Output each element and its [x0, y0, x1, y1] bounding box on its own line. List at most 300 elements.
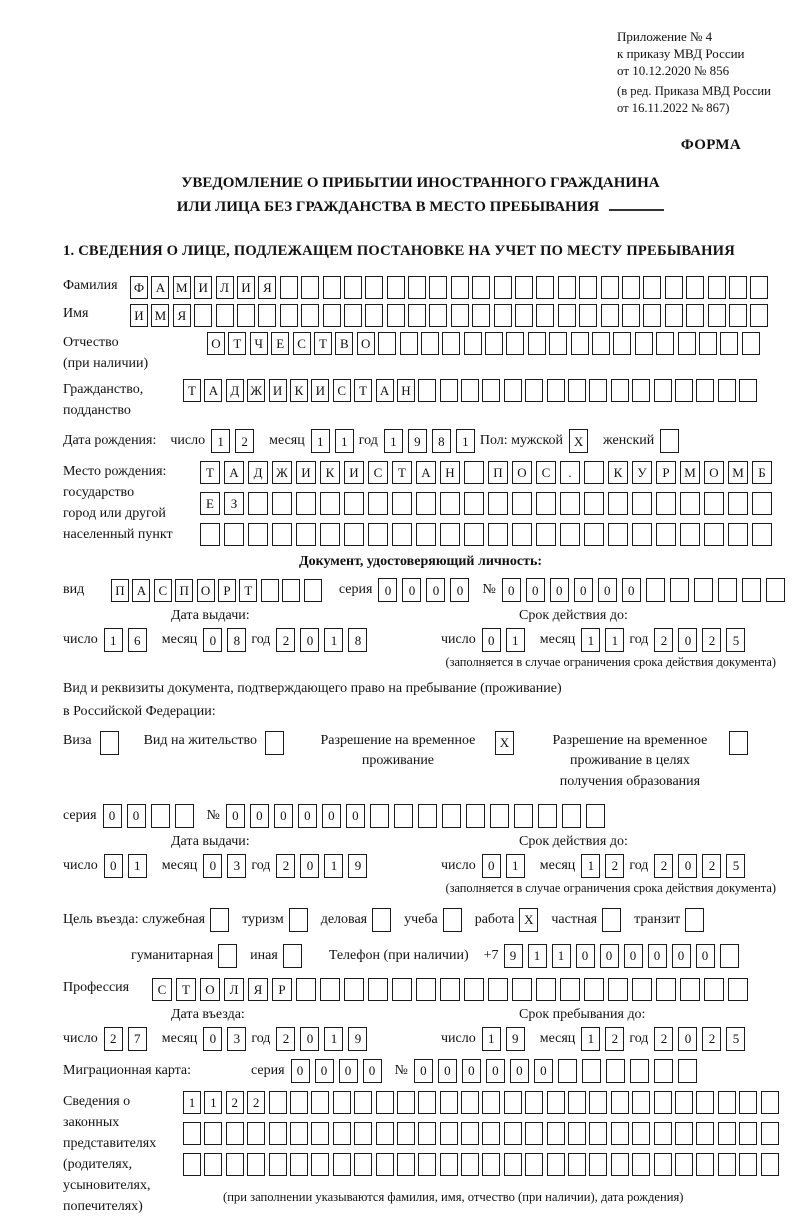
char-cell[interactable] [183, 1153, 201, 1176]
char-cell[interactable]: 0 [534, 1059, 553, 1083]
char-cell[interactable] [464, 523, 484, 546]
char-cell[interactable] [226, 1122, 244, 1145]
char-cell[interactable] [584, 523, 604, 546]
char-cell[interactable]: А [376, 379, 394, 402]
char-cell[interactable]: 0 [450, 578, 469, 602]
char-cell[interactable] [416, 523, 436, 546]
char-cell[interactable]: И [130, 304, 148, 327]
char-cell[interactable]: 1 [581, 854, 600, 878]
char-cell[interactable] [494, 276, 512, 299]
char-cell[interactable] [720, 332, 738, 355]
char-cell[interactable] [344, 523, 364, 546]
char-cell[interactable] [675, 1153, 693, 1176]
char-cell[interactable] [718, 379, 736, 402]
char-cell[interactable] [237, 304, 255, 327]
char-cell[interactable] [613, 332, 631, 355]
char-cell[interactable] [632, 978, 652, 1001]
char-cell[interactable] [761, 1122, 779, 1145]
char-cell[interactable]: 1 [482, 1027, 501, 1051]
char-cell[interactable] [718, 1122, 736, 1145]
char-cell[interactable]: Ч [250, 332, 268, 355]
char-cell[interactable]: О [200, 978, 220, 1001]
char-cell[interactable] [333, 1091, 351, 1114]
char-cell[interactable]: С [333, 379, 351, 402]
char-cell[interactable] [392, 978, 412, 1001]
char-cell[interactable]: Д [226, 379, 244, 402]
char-cell[interactable] [100, 731, 119, 755]
char-cell[interactable]: 7 [128, 1027, 147, 1051]
char-cell[interactable]: Т [176, 978, 196, 1001]
char-cell[interactable]: О [207, 332, 225, 355]
char-cell[interactable] [536, 523, 556, 546]
char-cell[interactable]: 0 [315, 1059, 334, 1083]
char-cell[interactable]: 0 [300, 628, 319, 652]
char-cell[interactable] [608, 492, 628, 515]
char-cell[interactable]: У [632, 461, 652, 484]
char-cell[interactable] [602, 908, 621, 932]
char-cell[interactable] [258, 304, 276, 327]
char-cell[interactable]: 1 [183, 1091, 201, 1114]
char-cell[interactable] [265, 731, 284, 755]
char-cell[interactable] [622, 276, 640, 299]
char-cell[interactable]: П [488, 461, 508, 484]
char-cell[interactable]: 1 [211, 429, 230, 453]
char-cell[interactable] [320, 523, 340, 546]
char-cell[interactable]: 3 [227, 1027, 246, 1051]
char-cell[interactable] [248, 523, 268, 546]
char-cell[interactable] [536, 978, 556, 1001]
char-cell[interactable] [304, 579, 322, 602]
char-cell[interactable]: X [569, 429, 588, 453]
char-cell[interactable] [418, 1091, 436, 1114]
char-cell[interactable] [218, 944, 237, 968]
char-cell[interactable] [742, 578, 761, 602]
char-cell[interactable] [728, 523, 748, 546]
char-cell[interactable]: О [197, 579, 215, 602]
char-cell[interactable]: 0 [482, 854, 501, 878]
char-cell[interactable] [472, 304, 490, 327]
char-cell[interactable] [635, 332, 653, 355]
char-cell[interactable] [696, 1153, 714, 1176]
char-cell[interactable] [397, 1091, 415, 1114]
char-cell[interactable]: Р [656, 461, 676, 484]
char-cell[interactable]: 0 [203, 628, 222, 652]
char-cell[interactable] [464, 332, 482, 355]
char-cell[interactable] [536, 304, 554, 327]
char-cell[interactable]: Е [200, 492, 220, 515]
char-cell[interactable]: 8 [432, 429, 451, 453]
char-cell[interactable]: 0 [203, 854, 222, 878]
char-cell[interactable]: 0 [363, 1059, 382, 1083]
char-cell[interactable] [247, 1153, 265, 1176]
char-cell[interactable] [280, 304, 298, 327]
char-cell[interactable] [512, 978, 532, 1001]
char-cell[interactable] [558, 304, 576, 327]
char-cell[interactable] [660, 429, 679, 453]
char-cell[interactable]: 2 [654, 854, 673, 878]
char-cell[interactable]: 6 [128, 628, 147, 652]
char-cell[interactable] [571, 332, 589, 355]
char-cell[interactable] [226, 1153, 244, 1176]
char-cell[interactable] [704, 523, 724, 546]
char-cell[interactable] [311, 1122, 329, 1145]
char-cell[interactable] [368, 978, 388, 1001]
char-cell[interactable]: 0 [300, 854, 319, 878]
char-cell[interactable]: И [194, 276, 212, 299]
char-cell[interactable]: 0 [482, 628, 501, 652]
char-cell[interactable] [568, 1153, 586, 1176]
char-cell[interactable] [488, 978, 508, 1001]
char-cell[interactable] [440, 492, 460, 515]
char-cell[interactable]: М [728, 461, 748, 484]
char-cell[interactable]: 1 [581, 1027, 600, 1051]
char-cell[interactable]: И [311, 379, 329, 402]
char-cell[interactable] [611, 1091, 629, 1114]
char-cell[interactable] [512, 523, 532, 546]
char-cell[interactable] [387, 276, 405, 299]
char-cell[interactable]: С [368, 461, 388, 484]
char-cell[interactable]: 0 [598, 578, 617, 602]
char-cell[interactable]: 1 [581, 628, 600, 652]
char-cell[interactable] [372, 908, 391, 932]
char-cell[interactable] [464, 461, 484, 484]
char-cell[interactable] [440, 978, 460, 1001]
char-cell[interactable]: 1 [311, 429, 330, 453]
char-cell[interactable] [261, 579, 279, 602]
char-cell[interactable] [694, 578, 713, 602]
char-cell[interactable] [416, 492, 436, 515]
char-cell[interactable] [675, 379, 693, 402]
char-cell[interactable]: 0 [226, 804, 245, 828]
char-cell[interactable] [461, 1153, 479, 1176]
char-cell[interactable] [490, 804, 509, 828]
char-cell[interactable] [354, 1091, 372, 1114]
char-cell[interactable] [429, 304, 447, 327]
char-cell[interactable]: В [335, 332, 353, 355]
char-cell[interactable]: Я [248, 978, 268, 1001]
char-cell[interactable] [482, 1122, 500, 1145]
char-cell[interactable] [247, 1122, 265, 1145]
char-cell[interactable] [494, 304, 512, 327]
char-cell[interactable]: 0 [414, 1059, 433, 1083]
char-cell[interactable]: А [416, 461, 436, 484]
char-cell[interactable] [592, 332, 610, 355]
char-cell[interactable] [515, 304, 533, 327]
char-cell[interactable]: И [344, 461, 364, 484]
char-cell[interactable]: 1 [324, 1027, 343, 1051]
char-cell[interactable]: 2 [702, 854, 721, 878]
char-cell[interactable] [368, 523, 388, 546]
char-cell[interactable] [536, 276, 554, 299]
char-cell[interactable]: 0 [250, 804, 269, 828]
char-cell[interactable] [461, 379, 479, 402]
char-cell[interactable] [632, 379, 650, 402]
char-cell[interactable]: 1 [605, 628, 624, 652]
char-cell[interactable]: 2 [104, 1027, 123, 1051]
char-cell[interactable] [344, 492, 364, 515]
char-cell[interactable] [354, 1153, 372, 1176]
char-cell[interactable] [589, 1122, 607, 1145]
char-cell[interactable]: 2 [235, 429, 254, 453]
char-cell[interactable] [482, 1153, 500, 1176]
char-cell[interactable] [290, 1091, 308, 1114]
char-cell[interactable]: Ж [272, 461, 292, 484]
char-cell[interactable]: 1 [324, 628, 343, 652]
char-cell[interactable]: О [512, 461, 532, 484]
char-cell[interactable]: Я [173, 304, 191, 327]
char-cell[interactable] [418, 1153, 436, 1176]
char-cell[interactable] [601, 304, 619, 327]
char-cell[interactable] [397, 1122, 415, 1145]
char-cell[interactable]: Л [224, 978, 244, 1001]
char-cell[interactable] [643, 276, 661, 299]
char-cell[interactable] [589, 379, 607, 402]
char-cell[interactable]: И [269, 379, 287, 402]
char-cell[interactable] [608, 523, 628, 546]
char-cell[interactable] [686, 276, 704, 299]
char-cell[interactable] [525, 1122, 543, 1145]
char-cell[interactable] [485, 332, 503, 355]
char-cell[interactable] [204, 1122, 222, 1145]
char-cell[interactable] [440, 379, 458, 402]
char-cell[interactable]: 0 [600, 944, 619, 968]
char-cell[interactable]: 0 [462, 1059, 481, 1083]
char-cell[interactable] [392, 523, 412, 546]
char-cell[interactable] [568, 1122, 586, 1145]
char-cell[interactable]: Р [218, 579, 236, 602]
char-cell[interactable]: Р [272, 978, 292, 1001]
char-cell[interactable] [440, 1122, 458, 1145]
char-cell[interactable]: 0 [574, 578, 593, 602]
char-cell[interactable]: О [704, 461, 724, 484]
char-cell[interactable] [421, 332, 439, 355]
char-cell[interactable]: 8 [348, 628, 367, 652]
char-cell[interactable] [728, 492, 748, 515]
char-cell[interactable]: 1 [204, 1091, 222, 1114]
char-cell[interactable] [301, 304, 319, 327]
char-cell[interactable]: 0 [624, 944, 643, 968]
char-cell[interactable]: 1 [384, 429, 403, 453]
char-cell[interactable] [632, 492, 652, 515]
char-cell[interactable] [665, 276, 683, 299]
char-cell[interactable]: Я [258, 276, 276, 299]
char-cell[interactable] [248, 492, 268, 515]
char-cell[interactable] [654, 379, 672, 402]
char-cell[interactable] [678, 1059, 697, 1083]
char-cell[interactable] [290, 1153, 308, 1176]
char-cell[interactable]: 5 [726, 854, 745, 878]
char-cell[interactable]: Т [200, 461, 220, 484]
char-cell[interactable]: 0 [486, 1059, 505, 1083]
char-cell[interactable] [451, 276, 469, 299]
char-cell[interactable]: 2 [605, 854, 624, 878]
char-cell[interactable]: З [224, 492, 244, 515]
char-cell[interactable]: Б [752, 461, 772, 484]
char-cell[interactable] [739, 379, 757, 402]
char-cell[interactable] [482, 379, 500, 402]
char-cell[interactable]: С [152, 978, 172, 1001]
char-cell[interactable] [584, 492, 604, 515]
char-cell[interactable] [654, 1059, 673, 1083]
char-cell[interactable] [632, 1091, 650, 1114]
char-cell[interactable] [704, 978, 724, 1001]
char-cell[interactable]: 1 [324, 854, 343, 878]
char-cell[interactable] [708, 304, 726, 327]
char-cell[interactable]: 0 [576, 944, 595, 968]
char-cell[interactable] [440, 523, 460, 546]
char-cell[interactable] [670, 578, 689, 602]
char-cell[interactable]: А [224, 461, 244, 484]
char-cell[interactable]: 0 [104, 854, 123, 878]
char-cell[interactable] [750, 304, 768, 327]
char-cell[interactable] [290, 1122, 308, 1145]
char-cell[interactable] [611, 1122, 629, 1145]
char-cell[interactable]: 0 [438, 1059, 457, 1083]
char-cell[interactable]: 9 [348, 854, 367, 878]
char-cell[interactable]: 2 [654, 1027, 673, 1051]
char-cell[interactable] [504, 1122, 522, 1145]
char-cell[interactable] [525, 1091, 543, 1114]
char-cell[interactable]: 0 [622, 578, 641, 602]
char-cell[interactable] [370, 804, 389, 828]
char-cell[interactable] [296, 492, 316, 515]
char-cell[interactable]: 0 [300, 1027, 319, 1051]
char-cell[interactable] [606, 1059, 625, 1083]
char-cell[interactable] [272, 523, 292, 546]
char-cell[interactable] [344, 304, 362, 327]
char-cell[interactable] [376, 1122, 394, 1145]
char-cell[interactable] [656, 332, 674, 355]
char-cell[interactable] [562, 804, 581, 828]
char-cell[interactable] [204, 1153, 222, 1176]
char-cell[interactable] [323, 276, 341, 299]
char-cell[interactable] [512, 492, 532, 515]
char-cell[interactable]: 2 [226, 1091, 244, 1114]
char-cell[interactable] [408, 304, 426, 327]
char-cell[interactable] [400, 332, 418, 355]
char-cell[interactable] [750, 276, 768, 299]
char-cell[interactable]: 0 [426, 578, 445, 602]
char-cell[interactable] [333, 1153, 351, 1176]
char-cell[interactable] [536, 492, 556, 515]
char-cell[interactable]: . [560, 461, 580, 484]
char-cell[interactable] [194, 304, 212, 327]
char-cell[interactable] [622, 304, 640, 327]
char-cell[interactable]: 9 [504, 944, 523, 968]
char-cell[interactable] [482, 1091, 500, 1114]
char-cell[interactable] [720, 944, 739, 968]
char-cell[interactable] [608, 978, 628, 1001]
char-cell[interactable] [675, 1122, 693, 1145]
char-cell[interactable] [269, 1153, 287, 1176]
char-cell[interactable] [547, 1122, 565, 1145]
char-cell[interactable] [365, 276, 383, 299]
char-cell[interactable]: М [680, 461, 700, 484]
char-cell[interactable]: П [111, 579, 129, 602]
char-cell[interactable] [175, 804, 194, 828]
char-cell[interactable]: С [536, 461, 556, 484]
char-cell[interactable]: 5 [726, 628, 745, 652]
char-cell[interactable]: И [237, 276, 255, 299]
char-cell[interactable] [472, 276, 490, 299]
char-cell[interactable] [739, 1153, 757, 1176]
char-cell[interactable]: Д [248, 461, 268, 484]
char-cell[interactable] [408, 276, 426, 299]
char-cell[interactable]: 2 [702, 1027, 721, 1051]
char-cell[interactable] [729, 276, 747, 299]
char-cell[interactable] [699, 332, 717, 355]
char-cell[interactable] [742, 332, 760, 355]
char-cell[interactable] [646, 578, 665, 602]
char-cell[interactable] [283, 944, 302, 968]
char-cell[interactable] [429, 276, 447, 299]
char-cell[interactable]: 2 [702, 628, 721, 652]
char-cell[interactable]: Т [228, 332, 246, 355]
char-cell[interactable]: 8 [227, 628, 246, 652]
char-cell[interactable] [680, 523, 700, 546]
char-cell[interactable] [368, 492, 388, 515]
char-cell[interactable] [397, 1153, 415, 1176]
char-cell[interactable]: 3 [227, 854, 246, 878]
char-cell[interactable] [151, 804, 170, 828]
char-cell[interactable] [269, 1122, 287, 1145]
char-cell[interactable] [568, 379, 586, 402]
char-cell[interactable] [376, 1091, 394, 1114]
char-cell[interactable]: 1 [506, 628, 525, 652]
char-cell[interactable] [440, 1153, 458, 1176]
char-cell[interactable] [579, 304, 597, 327]
char-cell[interactable] [708, 276, 726, 299]
char-cell[interactable]: Е [271, 332, 289, 355]
char-cell[interactable] [678, 332, 696, 355]
char-cell[interactable]: 2 [605, 1027, 624, 1051]
char-cell[interactable] [525, 1153, 543, 1176]
char-cell[interactable]: 5 [726, 1027, 745, 1051]
char-cell[interactable] [392, 492, 412, 515]
char-cell[interactable]: 9 [348, 1027, 367, 1051]
char-cell[interactable] [568, 1091, 586, 1114]
char-cell[interactable]: Н [440, 461, 460, 484]
char-cell[interactable] [451, 304, 469, 327]
char-cell[interactable] [560, 492, 580, 515]
char-cell[interactable] [488, 492, 508, 515]
char-cell[interactable]: 0 [339, 1059, 358, 1083]
char-cell[interactable] [515, 276, 533, 299]
char-cell[interactable] [504, 1153, 522, 1176]
char-cell[interactable] [729, 731, 748, 755]
char-cell[interactable] [443, 908, 462, 932]
char-cell[interactable] [752, 492, 772, 515]
char-cell[interactable]: М [173, 276, 191, 299]
char-cell[interactable]: 1 [128, 854, 147, 878]
char-cell[interactable] [761, 1091, 779, 1114]
char-cell[interactable]: X [495, 731, 514, 755]
char-cell[interactable] [739, 1122, 757, 1145]
char-cell[interactable] [272, 492, 292, 515]
char-cell[interactable] [504, 1091, 522, 1114]
char-cell[interactable] [704, 492, 724, 515]
char-cell[interactable] [584, 978, 604, 1001]
char-cell[interactable] [442, 332, 460, 355]
char-cell[interactable] [466, 804, 485, 828]
char-cell[interactable]: Л [216, 276, 234, 299]
char-cell[interactable]: 1 [506, 854, 525, 878]
char-cell[interactable]: Т [314, 332, 332, 355]
char-cell[interactable]: Ф [130, 276, 148, 299]
char-cell[interactable] [376, 1153, 394, 1176]
char-cell[interactable]: 1 [552, 944, 571, 968]
char-cell[interactable]: 0 [402, 578, 421, 602]
